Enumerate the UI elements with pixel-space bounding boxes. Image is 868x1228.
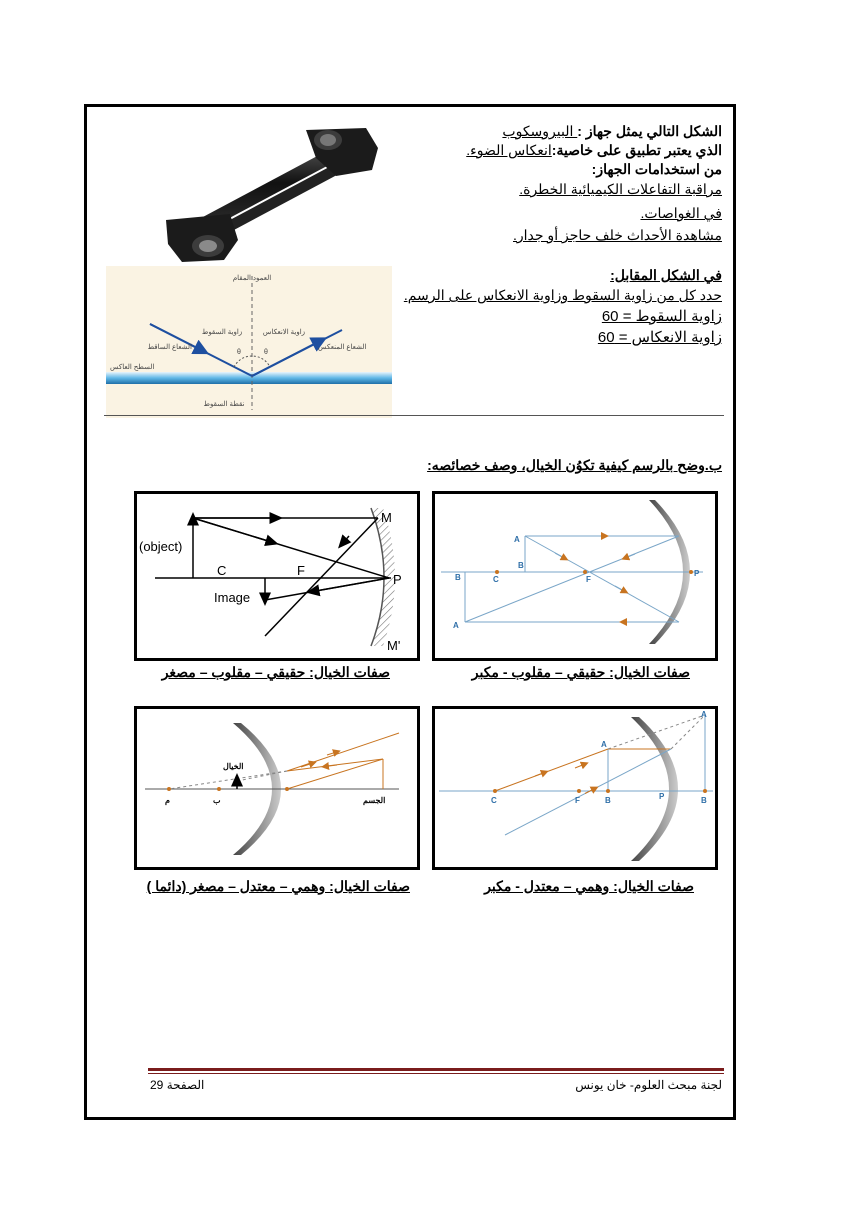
caption-bottom-left: صفات الخيال: وهمي – معتدل – مصغر (دائما ) [146,878,410,894]
p-label: P [659,792,665,801]
object-label: الجسم [363,796,386,805]
periscope-image [146,118,392,266]
image-label: Image [214,590,251,605]
c-label: C [491,796,497,805]
m-prime-label: M' [387,638,401,653]
property-line [466,142,722,159]
surface-label: السطح العاكس [110,364,155,371]
footer-rule [148,1068,724,1071]
normal-label: العمود المقام [232,275,272,282]
b-image-label: B [455,573,461,582]
incidence-angle-answer: زاوية السقوط = 60 [601,308,722,325]
section-divider [104,415,724,416]
diagram-convex-image-small [134,491,420,661]
use-item: في الغواصات. [640,205,722,221]
incident-ray-label: الشعاع الساقط [147,344,192,351]
section2-title: في الشكل المقابل: [610,267,722,283]
reflected-ray-label: الشعاع المنعكس [318,344,367,351]
f-label: F [575,796,580,805]
a-label: A [601,740,607,749]
c-label: C [217,563,227,578]
caption-top-right: صفات الخيال: حقيقي – مقلوب - مكبر [471,664,690,680]
incidence-point-label: نقطة السقوط [203,401,245,408]
uses-title: من استخدامات الجهاز: [591,161,722,177]
b-image-label: B [701,796,707,805]
p-label: P [393,572,402,587]
property-answer: انعكاس الضوء. [466,142,552,158]
use-item: مراقبة التفاعلات الكيميائية الخطرة. [519,181,722,197]
b-label: ب [213,796,221,805]
b-label: B [605,796,611,805]
theta-right: θ [264,349,268,356]
c-label: C [493,575,499,584]
f-label: F [586,575,591,584]
section3-title: ب.وضح بالرسم كيفية تكوُن الخيال، وصف خصائصه: [427,457,722,473]
reflection-angle-answer: زاوية الانعكاس = 60 [597,329,722,346]
diagram-concave-image-large [432,491,718,661]
a-label: A [514,535,520,544]
p-label: P [694,569,700,578]
a-image-label: A [453,621,459,630]
periscope-answer: البيروسكوب [502,123,578,139]
reflected-angle-label: زاوية الانعكاس [262,329,306,336]
m-label: M [381,510,392,525]
section2-instruction: حدد كل من زاوية السقوط وزاوية الانعكاس على الرسم. [403,287,722,303]
reflection-diagram [106,266,392,418]
theta-left: θ [237,349,241,356]
property-question: الذي يعتبر تطبيق على خاصية: [551,142,722,158]
diagram-convex-virtual [134,706,420,870]
b-label: B [518,561,524,570]
incident-angle-label: زاوية السقوط [201,329,243,336]
m-label: م [165,796,170,805]
caption-top-left: صفات الخيال: حقيقي – مقلوب – مصغر [161,664,390,680]
object-label: (object) [139,539,183,554]
caption-bottom-right: صفات الخيال: وهمي – معتدل - مكبر [484,878,694,894]
f-label: F [297,563,305,578]
footer-committee: لجنة مبحث العلوم- خان يونس [575,1078,722,1092]
use-item: مشاهدة الأحداث خلف حاجز أو جدار. [513,227,722,243]
footer-rule-thin [148,1073,724,1074]
periscope-line [502,123,722,140]
periscope-question: الشكل التالي يمثل جهاز : [577,123,722,139]
a-image-label: A [701,710,707,719]
image-label: الخيال [223,762,244,771]
diagram-concave-virtual [432,706,718,870]
footer-page-number: الصفحة 29 [150,1078,205,1092]
